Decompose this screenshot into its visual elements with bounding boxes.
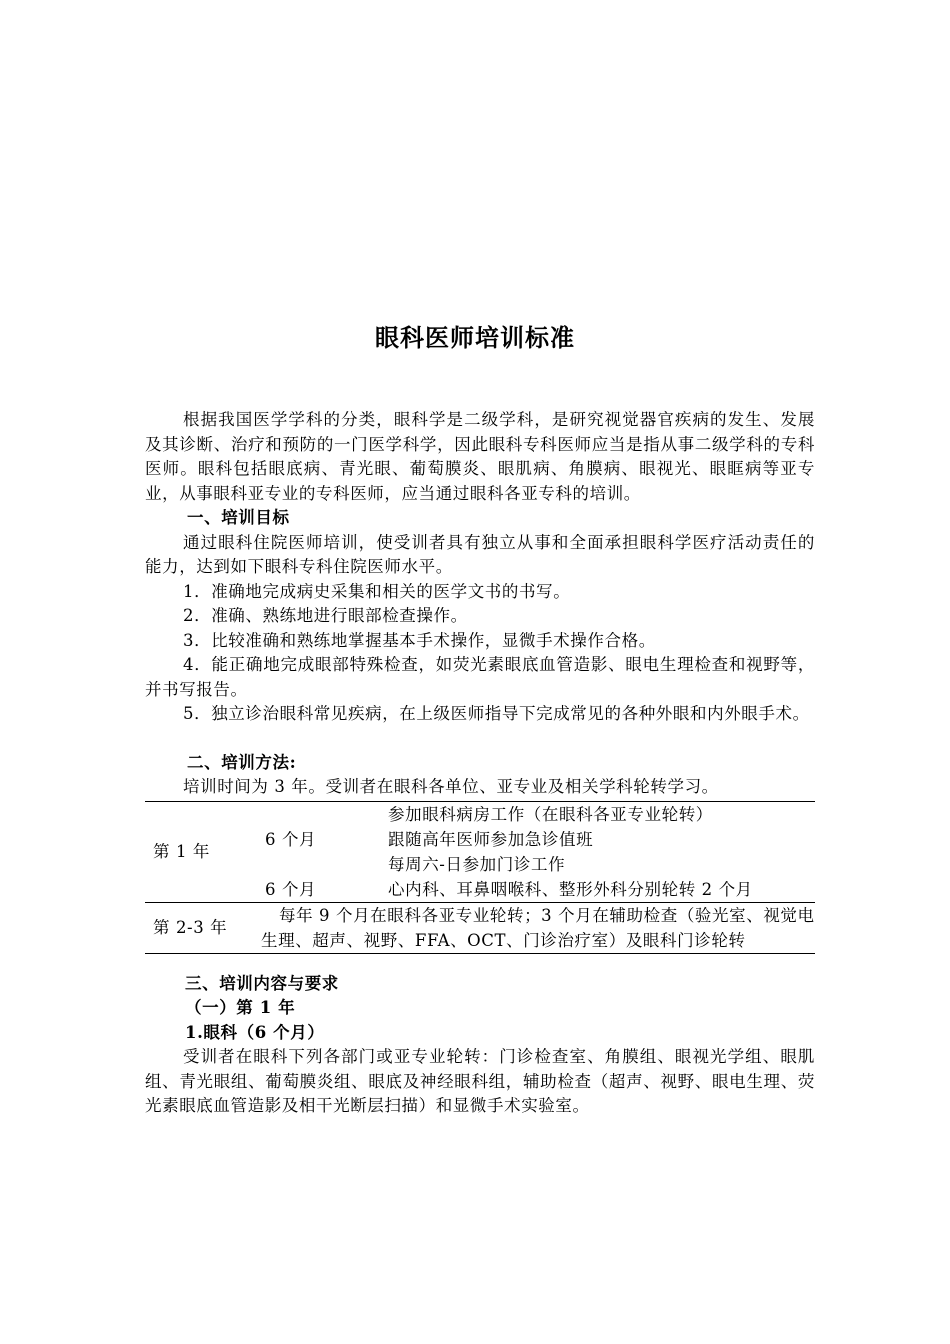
rotation-line: 每周六-日参加门诊工作 <box>388 854 566 874</box>
section1-heading: 一、培训目标 <box>187 508 290 527</box>
goal-item: 4．能正确地完成眼部特殊检查，如荧光素眼底血管造影、眼电生理检查和视野等，并书写报告。 <box>145 655 815 699</box>
section3-heading: 三、培训内容与要求 <box>185 973 339 993</box>
goal-item: 1．准确地完成病史采集和相关的医学文书的书写。 <box>183 581 571 601</box>
table-row <box>145 902 815 953</box>
section2-heading: 二、培训方法: <box>187 752 297 772</box>
table-row <box>145 801 815 877</box>
year1-line-b: 心内科、耳鼻咽喉科、整形外科分别轮转 2 个月 <box>388 879 753 899</box>
goal-item: 5．独立诊治眼科常见疾病，在上级医师指导下完成常见的各种外眼和内外眼手术。 <box>183 704 810 723</box>
spacer <box>145 954 815 972</box>
year23-text: 每年 9 个月在眼科各亚专业轮转；3 个月在辅助检查（验光室、视觉电生理、超声、视野、FFA、OCT、门诊治疗室）及眼科门诊轮转 <box>253 902 815 953</box>
rotation-line: 跟随高年医师参加急诊值班 <box>388 829 594 849</box>
goal-item: 3．比较准确和熟练地掌握基本手术操作，显微手术操作合格。 <box>183 630 656 650</box>
year23-label: 第 2-3 年 <box>145 902 253 953</box>
goal-item: 2．准确、熟练地进行眼部检查操作。 <box>183 606 468 625</box>
document-body <box>145 408 815 1119</box>
intro-paragraph: 根据我国医学学科的分类，眼科学是二级学科，是研究视觉器官疾病的发生、发展及其诊断、治疗和预防的一门医学科学，因此眼科专科医师应当是指从事二级学科的专科医师。眼科包括眼底病、青光眼、葡萄膜炎、眼肌病、角膜病、眼视光、眼眶病等亚专业，从事眼科亚专业的专科医师，应当通过眼科各亚专科的培训。 <box>145 410 815 503</box>
section3-sub1-1: 1.眼科（6 个月） <box>185 1022 325 1042</box>
year1-duration-b: 6 个月 <box>265 879 317 899</box>
year1-duration-a: 6 个月 <box>253 801 380 877</box>
section3-sub1: （一）第 1 年 <box>185 998 296 1017</box>
spacer <box>145 727 815 751</box>
section3-text: 受训者在眼科下列各部门或亚专业轮转：门诊检查室、角膜组、眼视光学组、眼肌组、青光眼组、葡萄膜炎组、眼底及神经眼科组，辅助检查（超声、视野、眼电生理、荧光素眼底血管造影及相干光断层扫描）和显微手术实验室。 <box>145 1047 815 1115</box>
section1-text: 通过眼科住院医师培训，使受训者具有独立从事和全面承担眼科学医疗活动责任的能力，达到如下眼科专科住院医师水平。 <box>145 532 815 576</box>
rotation-line: 参加眼科病房工作（在眼科各亚专业轮转） <box>388 804 713 824</box>
page-title: 眼科医师培训标准 <box>375 324 575 352</box>
section2-text: 培训时间为 3 年。受训者在眼科各单位、亚专业及相关学科轮转学习。 <box>183 777 719 796</box>
year1-label: 第 1 年 <box>145 801 253 902</box>
rotation-table <box>145 801 815 954</box>
year1-lines-a <box>380 801 815 877</box>
